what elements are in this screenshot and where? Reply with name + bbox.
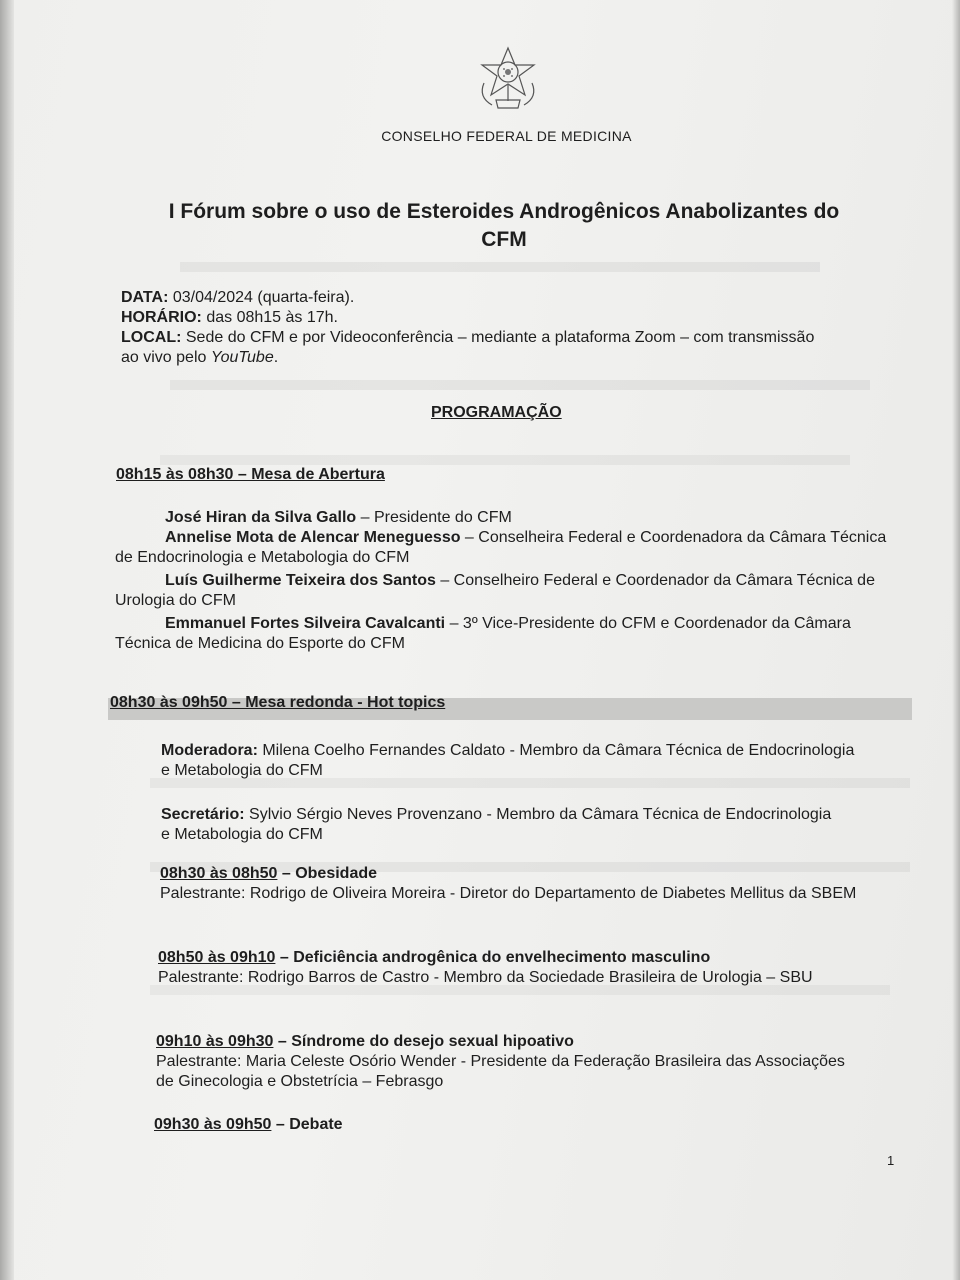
opening-member [115,571,900,611]
member-name: Luís Guilherme Teixeira dos Santos [165,572,436,589]
talk-speaker: Palestrante: Rodrigo de Oliveira Moreira - Diretor do Departamento de Diabetes Mellitus da SBEM [160,885,857,902]
talk-time: 08h50 às 09h10 [158,949,276,966]
opening-member [115,614,900,654]
time-value: das 08h15 às 17h. [201,309,338,326]
date-line [121,288,821,308]
moderator-label: Moderadora: [161,742,258,759]
time-label: HORÁRIO: [121,309,202,326]
roundtable-heading: 08h30 às 09h50 – Mesa redonda - Hot topics [110,694,446,711]
time-line [121,308,821,328]
secretary-value: Sylvio Sérgio Neves Provenzano - Membro da Câmara Técnica de Endocrinologia e Metabologia do CFM [161,806,832,843]
talk-time: 08h30 às 08h50 [160,865,278,882]
member-role: – Presidente do CFM [356,509,512,526]
talk-topic: – Debate [271,1116,343,1133]
talk-item [154,1115,654,1135]
member-name: José Hiran da Silva Gallo [165,509,357,526]
event-info [121,288,821,368]
member-role: – Conselheiro Federal e Coordenador da Câmara Técnica de Urologia do CFM [115,572,875,609]
talk-item [160,864,890,904]
secretary [161,805,841,845]
page-shadow-right [952,0,960,1280]
date-label: DATA: [121,289,169,306]
organization-name: CONSELHO FEDERAL DE MEDICINA [381,128,632,144]
member-role: – Conselheira Federal e Coordenadora da Câmara Técnica de Endocrinologia e Metabologia do CFM [115,529,887,566]
talk-speaker: Palestrante: Maria Celeste Osório Wender - Presidente da Federação Brasileira das Associações de Ginecologia e Obstetrícia – Febrasgo [156,1053,845,1090]
page-number: 1 [887,1153,895,1168]
document-title [80,198,928,254]
opening-member [115,508,895,528]
opening-session-heading: 08h15 às 08h30 – Mesa de Abertura [116,466,385,483]
opening-member [115,528,895,568]
talk-item [158,948,878,988]
talk-item [156,1032,856,1092]
local-line [121,328,821,368]
local-end: . [273,349,279,366]
talk-topic: – Síndrome do desejo sexual hipoativo [273,1033,574,1050]
moderator-value: Milena Coelho Fernandes Caldato - Membro da Câmara Técnica de Endocrinologia e Metabologia do CFM [161,742,855,779]
local-value: Sede do CFM e por Videoconferência – mediante a plataforma Zoom – com transmissão ao vivo pelo [121,329,815,366]
talk-time: 09h30 às 09h50 [154,1116,272,1133]
member-name: Emmanuel Fortes Silveira Cavalcanti [165,615,446,632]
title-line-1: I Fórum sobre o uso de Esteroides Androgênicos Anabolizantes do [168,200,840,223]
moderator [161,741,861,781]
program-heading: PROGRAMAÇÃO [431,404,562,421]
local-label: LOCAL: [121,329,182,346]
date-value: 03/04/2024 (quarta-feira). [168,289,355,306]
talk-topic: – Deficiência androgênica do envelhecimento masculino [275,949,711,966]
coat-of-arms-seal [474,45,542,111]
member-role: – 3º Vice-Presidente do CFM e Coordenador da Câmara Técnica de Medicina do Esporte do CFM [115,615,851,652]
talk-time: 09h10 às 09h30 [156,1033,274,1050]
talk-speaker: Palestrante: Rodrigo Barros de Castro - Membro da Sociedade Brasileira de Urologia – SBU [158,969,813,986]
talk-topic: – Obesidade [277,865,378,882]
page-shadow-left [0,0,14,1280]
member-name: Annelise Mota de Alencar Meneguesso [165,529,461,546]
title-line-2: CFM [481,228,527,251]
local-platform: YouTube [210,349,274,366]
secretary-label: Secretário: [161,806,245,823]
